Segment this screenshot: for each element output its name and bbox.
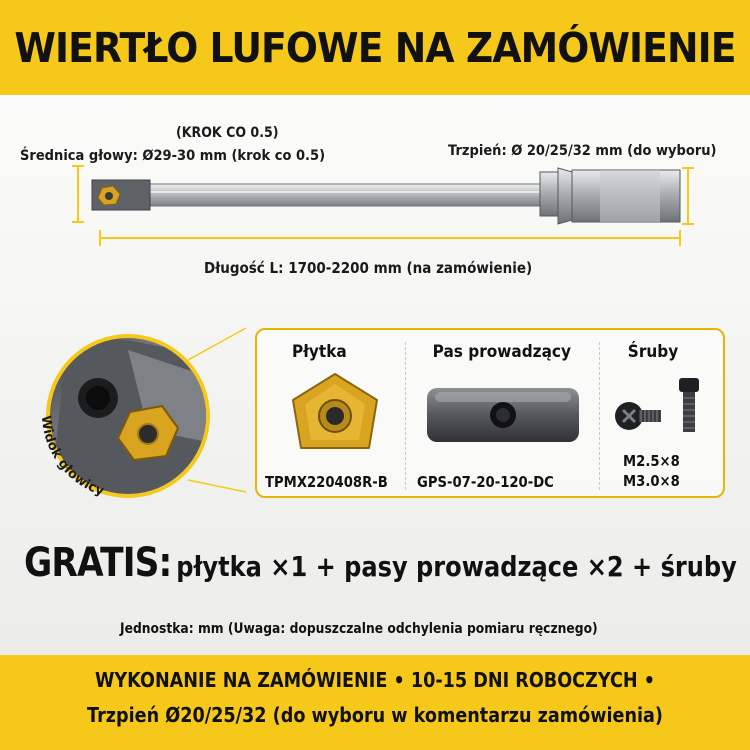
part-code-screw-1: M2.5×8 bbox=[623, 452, 680, 470]
included-parts-panel bbox=[255, 328, 725, 498]
part-title-screws: Śruby bbox=[627, 342, 679, 362]
shank-collar bbox=[540, 172, 558, 216]
bottom-banner bbox=[0, 655, 750, 750]
gratis-text: płytka ×1 + pasy prowadzące ×2 + śruby bbox=[176, 550, 737, 583]
gratis-line bbox=[24, 540, 737, 586]
footer-line-2: Trzpień Ø20/25/32 (do wyboru w komentarzu zamówienia) bbox=[87, 703, 663, 727]
part-code-screw-2: M3.0×8 bbox=[623, 472, 680, 490]
drill-tube bbox=[92, 184, 547, 206]
footer-line-1: WYKONANIE NA ZAMÓWIENIE • 10-15 DNI ROBOCZYCH • bbox=[94, 668, 656, 692]
shank-label: Trzpień: Ø 20/25/32 mm (do wyboru) bbox=[448, 143, 717, 159]
head-diameter-label: Średnica głowy: Ø29-30 mm (krok co 0.5) bbox=[20, 148, 326, 164]
top-banner bbox=[0, 0, 750, 95]
length-label: Długość L: 1700-2200 mm (na zamówienie) bbox=[204, 259, 533, 277]
step-label: (KROK CO 0.5) bbox=[176, 125, 279, 141]
gun-drill-drawing bbox=[0, 150, 750, 280]
measurement-note: Jednostka: mm (Uwaga: dopuszczalne odchylenia pomiaru ręcznego) bbox=[120, 621, 598, 637]
page-title: WIERTŁO LUFOWE NA ZAMÓWIENIE bbox=[14, 23, 736, 72]
gratis-lead: GRATIS: bbox=[24, 540, 172, 586]
part-title-guide-pad: Pas prowadzący bbox=[432, 342, 571, 362]
guide-pad-icon bbox=[425, 384, 581, 446]
insert-icon bbox=[287, 370, 383, 456]
part-code-insert: TPMX220408R-B bbox=[265, 473, 388, 491]
part-code-guide-pad: GPS-07-20-120-DC bbox=[417, 473, 554, 491]
part-title-insert: Płytka bbox=[292, 342, 347, 362]
screw-icon bbox=[609, 374, 719, 450]
detail-label: Widok głowicy bbox=[38, 414, 106, 500]
head-detail-view bbox=[38, 320, 248, 520]
